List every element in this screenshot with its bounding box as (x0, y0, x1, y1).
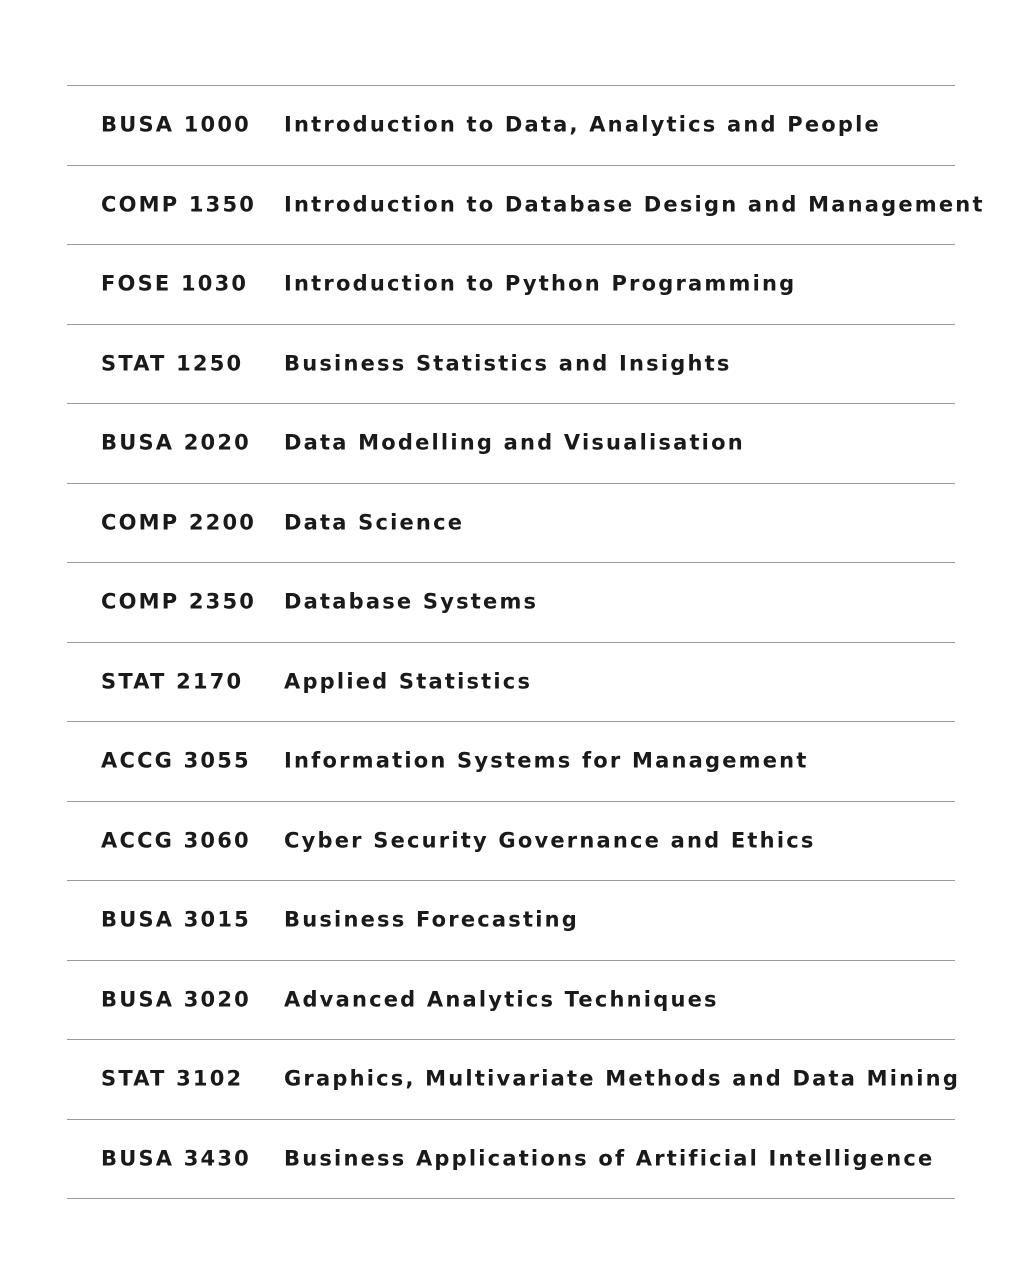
course-code: STAT 1250 (101, 351, 244, 376)
course-code: BUSA 1000 (101, 112, 251, 137)
course-code: BUSA 3430 (101, 1146, 251, 1171)
course-row (67, 1040, 961, 1120)
course-title: Data Modelling and Visualisation (284, 430, 745, 455)
course-title: Introduction to Data, Analytics and People (284, 112, 881, 137)
course-row (67, 404, 955, 484)
course-code: BUSA 3020 (101, 987, 251, 1012)
course-row (67, 961, 955, 1041)
course-title: Graphics, Multivariate Methods and Data Mining (284, 1066, 961, 1091)
course-row (67, 722, 955, 802)
course-code: ACCG 3060 (101, 828, 251, 853)
course-title: Cyber Security Governance and Ethics (284, 828, 816, 853)
course-row (67, 86, 955, 166)
course-title: Data Science (284, 510, 465, 535)
course-code: COMP 1350 (101, 192, 257, 217)
course-title: Advanced Analytics Techniques (284, 987, 719, 1012)
course-title: Information Systems for Management (284, 748, 809, 773)
course-code: COMP 2350 (101, 589, 257, 614)
course-code: BUSA 2020 (101, 430, 251, 455)
course-title: Business Forecasting (284, 907, 580, 932)
course-row (67, 166, 985, 246)
course-row (67, 643, 955, 723)
course-row (67, 563, 955, 643)
course-title: Introduction to Python Programming (284, 271, 797, 296)
course-code: STAT 3102 (101, 1066, 244, 1091)
course-row (67, 484, 955, 564)
course-code: STAT 2170 (101, 669, 244, 694)
course-title: Business Statistics and Insights (284, 351, 732, 376)
course-title: Introduction to Database Design and Management (284, 192, 985, 217)
course-code: BUSA 3015 (101, 907, 251, 932)
course-list (67, 85, 985, 1199)
course-row (67, 245, 955, 325)
course-row (67, 325, 955, 405)
course-row (67, 881, 955, 961)
course-code: COMP 2200 (101, 510, 257, 535)
course-row (67, 1120, 955, 1200)
course-title: Business Applications of Artificial Intelligence (284, 1146, 935, 1171)
course-code: FOSE 1030 (101, 271, 249, 296)
course-row (67, 802, 955, 882)
course-code: ACCG 3055 (101, 748, 251, 773)
course-title: Database Systems (284, 589, 539, 614)
course-title: Applied Statistics (284, 669, 533, 694)
